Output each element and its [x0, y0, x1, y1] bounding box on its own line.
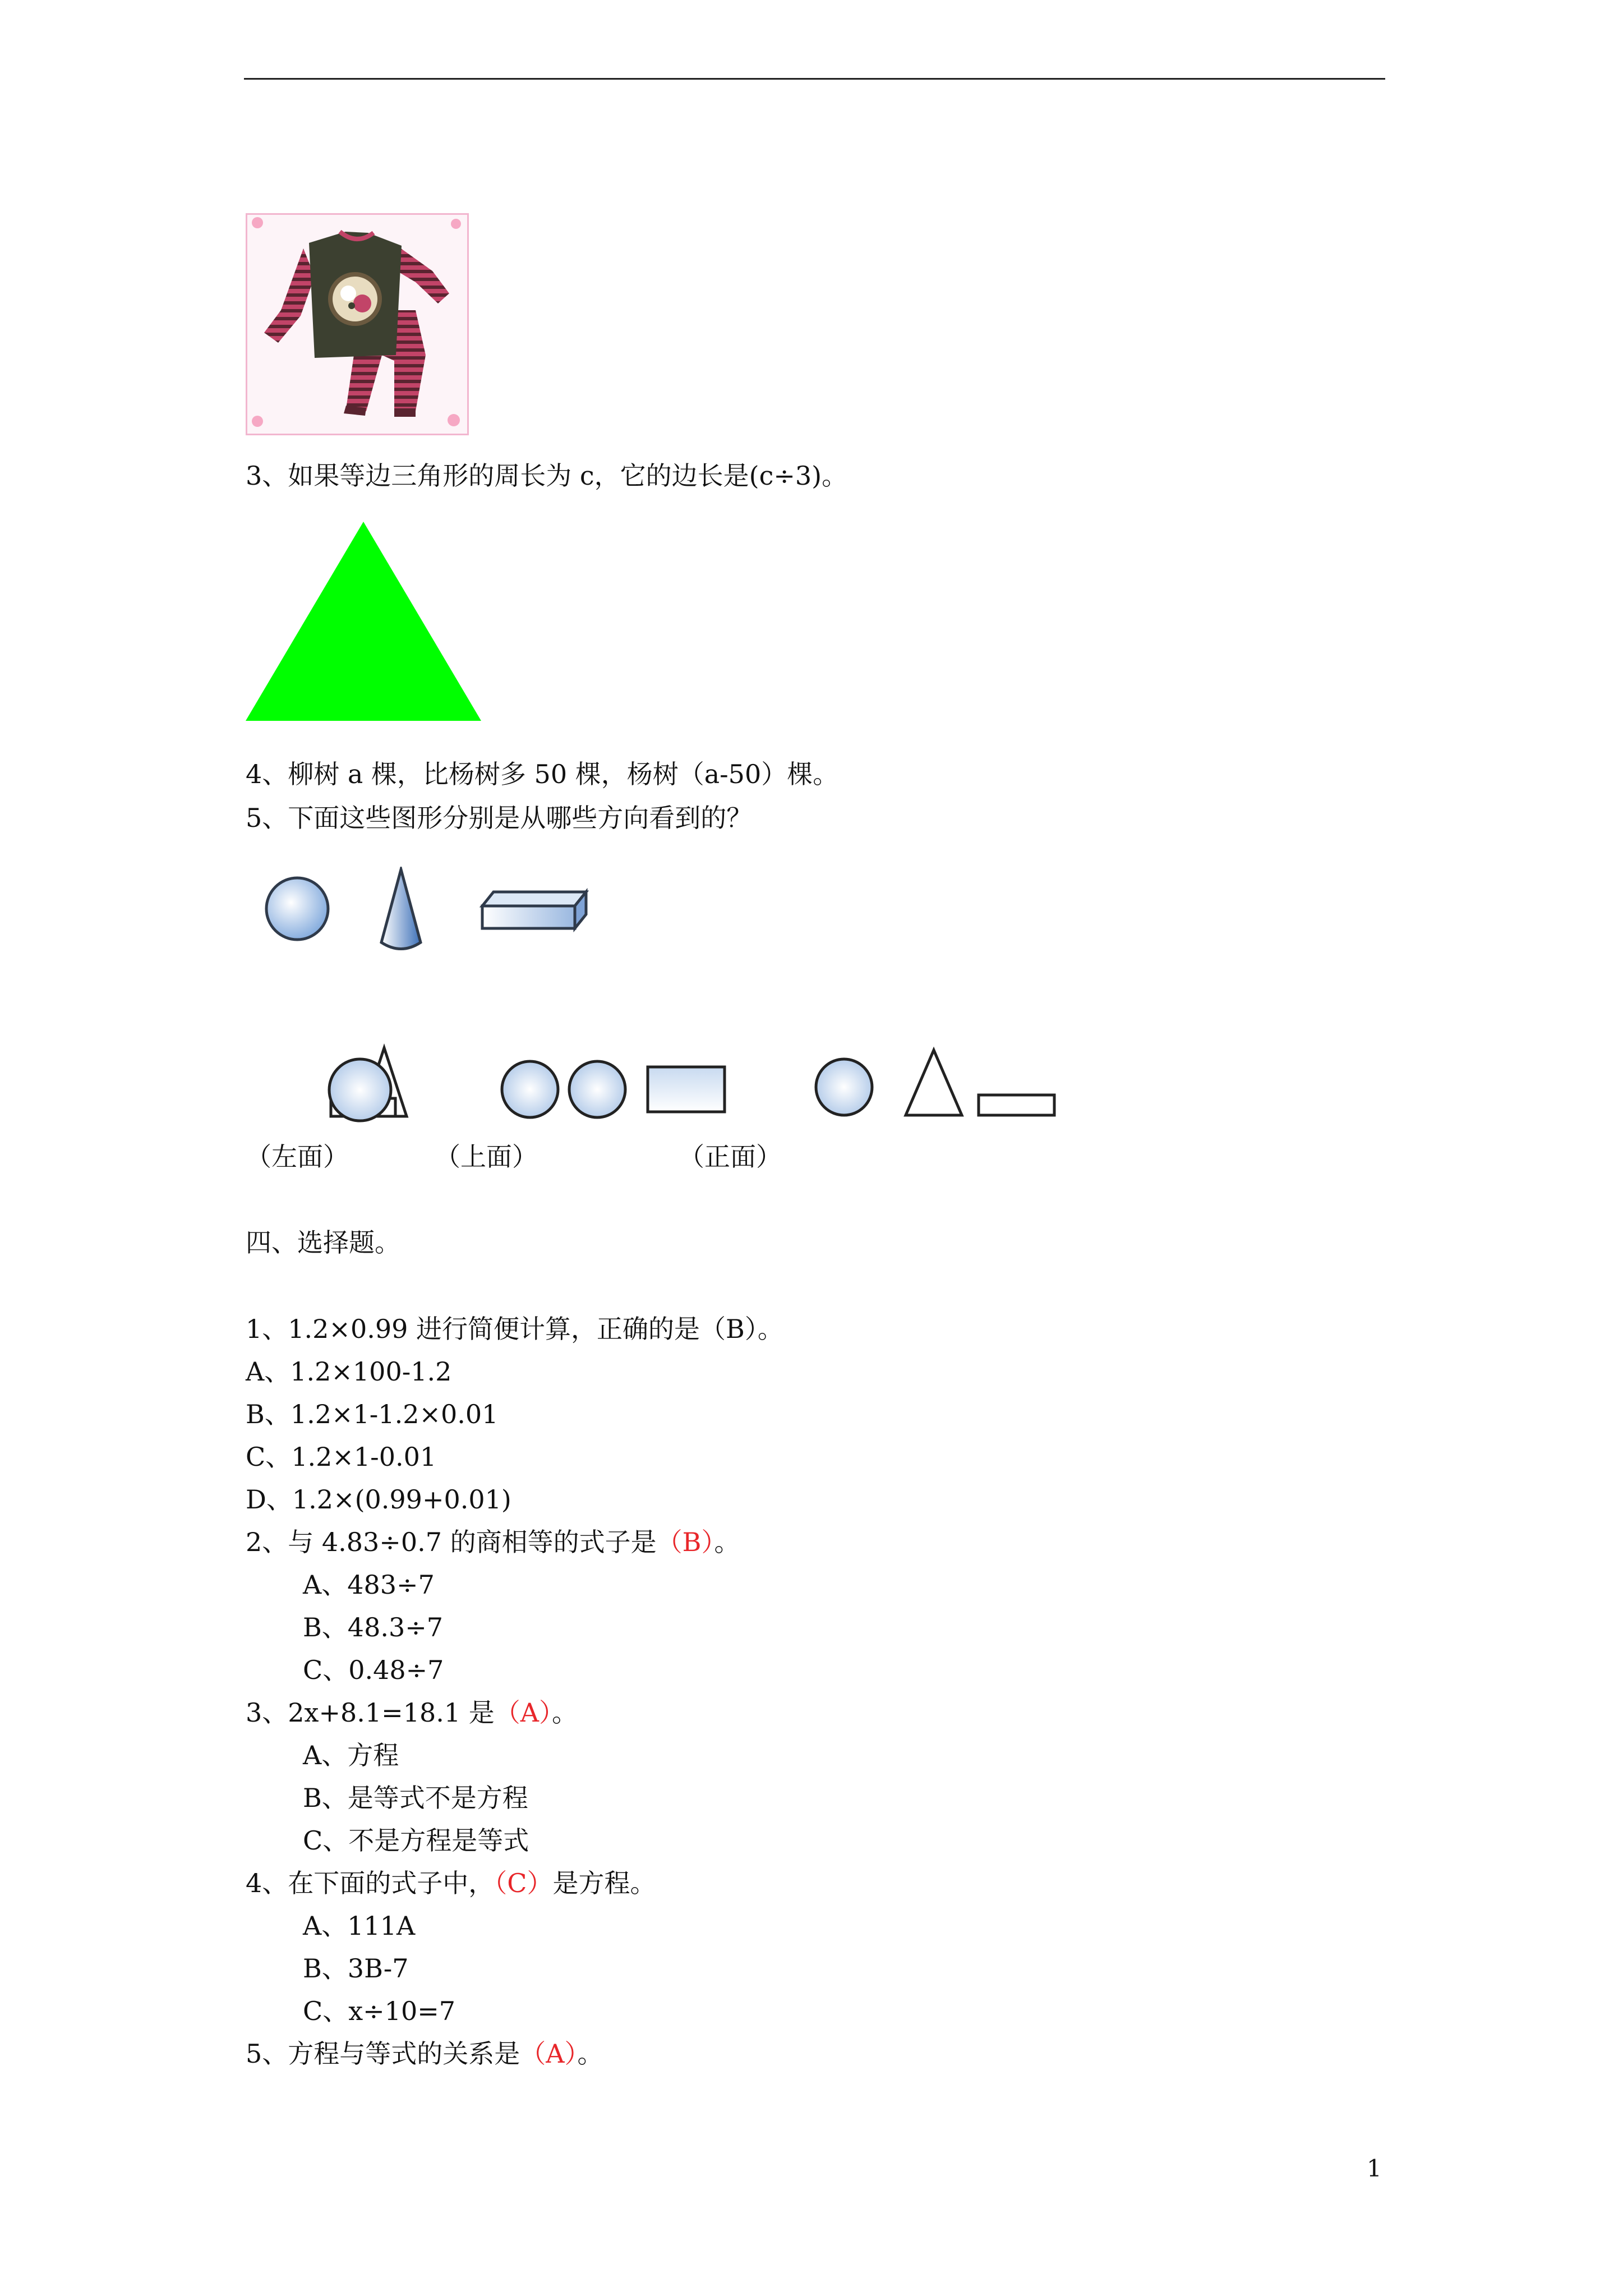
choice-3-stem: 3、2x+8.1=18.1 是（A）。: [246, 1697, 578, 1728]
choice-3-answer: （A）: [494, 1697, 552, 1728]
baby-clothes-image: [246, 213, 469, 435]
choice-2-option-c: C、0.48÷7: [303, 1655, 444, 1685]
choice-4-answer: （C）: [494, 1868, 553, 1898]
choice-2-option-a: A、483÷7: [303, 1570, 435, 1600]
header-rule: [244, 78, 1385, 80]
fill-question-5: 5、下面这些图形分别是从哪些方向看到的？: [246, 803, 753, 833]
choice-5-stem: 5、方程与等式的关系是（A）。: [246, 2039, 603, 2069]
page-number: 1: [1367, 2155, 1382, 2182]
front-view-shape: [816, 1050, 1054, 1115]
choice-4-option-a: A、111A: [303, 1911, 416, 1941]
choice-2-option-b: B、48.3÷7: [303, 1612, 444, 1642]
choice-1-option-d: D、1.2×(0.99+0.01): [246, 1484, 511, 1515]
top-view-shape: [502, 1061, 725, 1117]
choice-3-option-b: B、是等式不是方程: [303, 1783, 528, 1813]
label-left-view: （左面）: [246, 1142, 349, 1172]
choice-2-answer: （B）: [656, 1527, 714, 1557]
choice-3-option-c: C、不是方程是等式: [303, 1825, 529, 1856]
choice-2-stem: 2、与 4.83÷0.7 的商相等的式子是（B）。: [246, 1527, 740, 1557]
section-title: 四、选择题。: [246, 1227, 400, 1258]
choice-1-option-a: A、1.2×100-1.2: [246, 1356, 452, 1387]
views-figure: [322, 1038, 1063, 1128]
fill-question-3: 3、如果等边三角形的周长为 c，它的边长是(c÷3)。: [246, 461, 848, 491]
choice-4-option-c: C、x÷10=7: [303, 1996, 456, 2026]
choice-1-option-c: C、1.2×1-0.01: [246, 1442, 437, 1472]
choice-4-stem: 4、在下面的式子中，（C）是方程。: [246, 1868, 656, 1898]
cuboid: [482, 892, 586, 928]
left-view-shape: [329, 1048, 407, 1121]
cone: [381, 869, 421, 949]
choice-1-stem: 1、1.2×0.99 进行简便计算，正确的是（B）。: [246, 1314, 783, 1344]
choice-4-option-b: B、3B-7: [303, 1953, 409, 1984]
label-front-view: （正面）: [679, 1142, 782, 1172]
solids-figure: [258, 867, 623, 968]
choice-1-option-b: B、1.2×1-1.2×0.01: [246, 1399, 499, 1429]
fill-question-4: 4、柳树 a 棵，比杨树多 50 棵，杨树（a-50）棵。: [246, 759, 839, 789]
choice-5-answer: （A）: [520, 2039, 578, 2069]
label-top-view: （上面）: [435, 1142, 538, 1172]
sphere: [266, 878, 328, 940]
equilateral-triangle: [246, 522, 481, 721]
choice-3-option-a: A、方程: [303, 1740, 399, 1770]
